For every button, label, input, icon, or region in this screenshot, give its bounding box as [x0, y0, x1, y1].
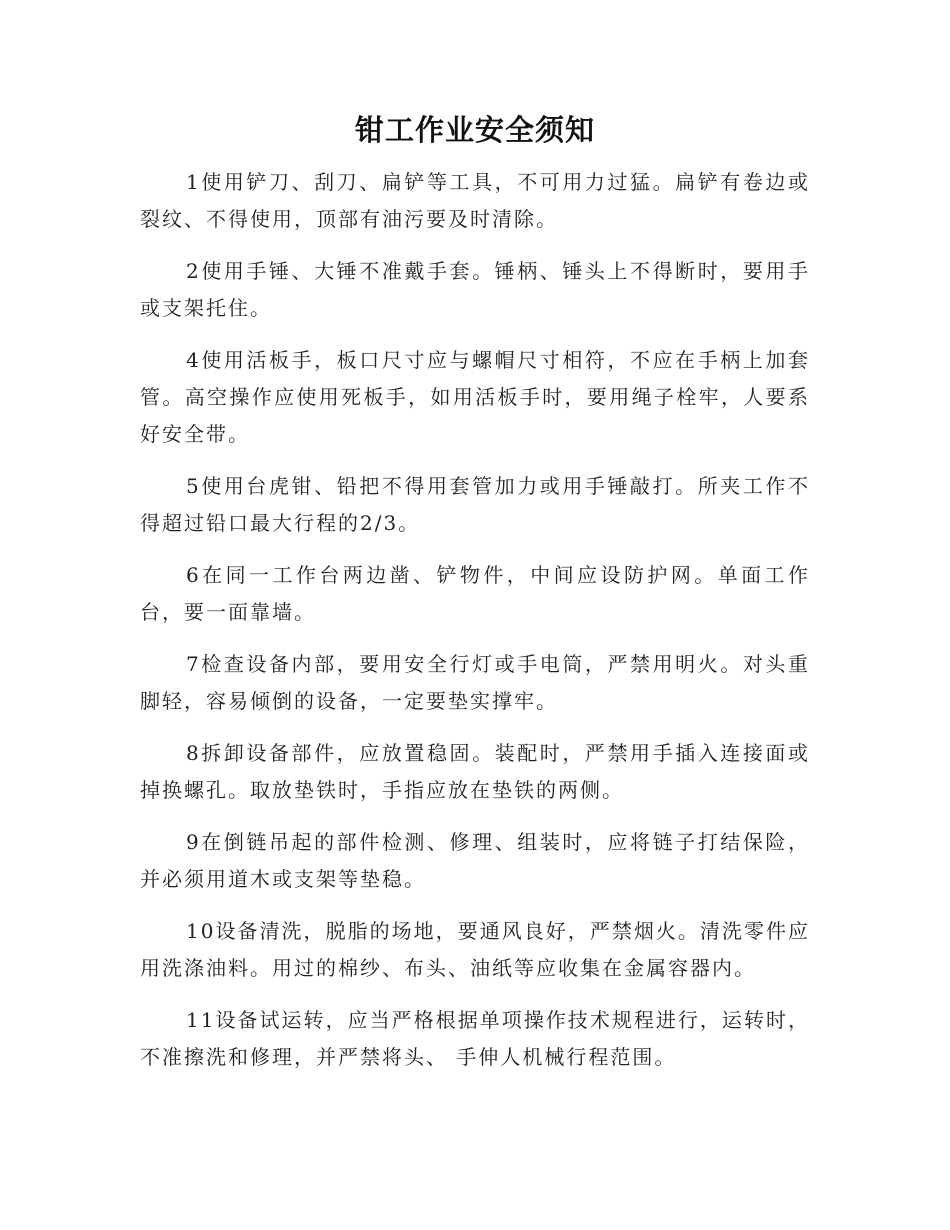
rule-paragraph-5: 5使用台虎钳、铅把不得用套管加力或用手锤敲打。所夹工作不得超过铅口最大行程的2/3。 [140, 474, 810, 535]
rule-paragraph-11: 11设备试运转，应当严格根据单项操作技术规程进行，运转时，不准擦洗和修理，并严禁将头、 手伸人机械行程范围。 [140, 1008, 810, 1069]
rule-paragraph-4: 4使用活板手，板口尺寸应与螺帽尺寸相符，不应在手柄上加套管。高空操作应使用死板手，如用活板手时，要用绳子栓牢，人要系好安全带。 [140, 348, 810, 446]
rule-paragraph-8: 8拆卸设备部件，应放置稳固。装配时，严禁用手插入连接面或掉换螺孔。取放垫铁时，手指应放在垫铁的两侧。 [140, 741, 810, 802]
rule-paragraph-1: 1使用铲刀、刮刀、扁铲等工具，不可用力过猛。扁铲有卷边或裂纹、不得使用，顶部有油污要及时清除。 [140, 170, 810, 231]
rule-paragraph-9: 9在倒链吊起的部件检测、修理、组装时，应将链子打结保险，并必须用道木或支架等垫稳。 [140, 830, 810, 891]
rule-paragraph-2: 2使用手锤、大锤不准戴手套。锤柄、锤头上不得断时，要用手或支架托住。 [140, 259, 810, 320]
rule-paragraph-7: 7检查设备内部，要用安全行灯或手电筒，严禁用明火。对头重脚轻，容易倾倒的设备，一定要垫实撑牢。 [140, 652, 810, 713]
rule-paragraph-6: 6在同一工作台两边凿、铲物件，中间应设防护网。单面工作台，要一面靠墙。 [140, 563, 810, 624]
document-title: 钳工作业安全须知 [354, 113, 595, 147]
document-body [140, 164, 810, 1091]
rule-paragraph-10: 10设备清洗，脱脂的场地，要通风良好，严禁烟火。清洗零件应用洗涤油料。用过的棉纱、布头、油纸等应收集在金属容器内。 [140, 919, 810, 980]
